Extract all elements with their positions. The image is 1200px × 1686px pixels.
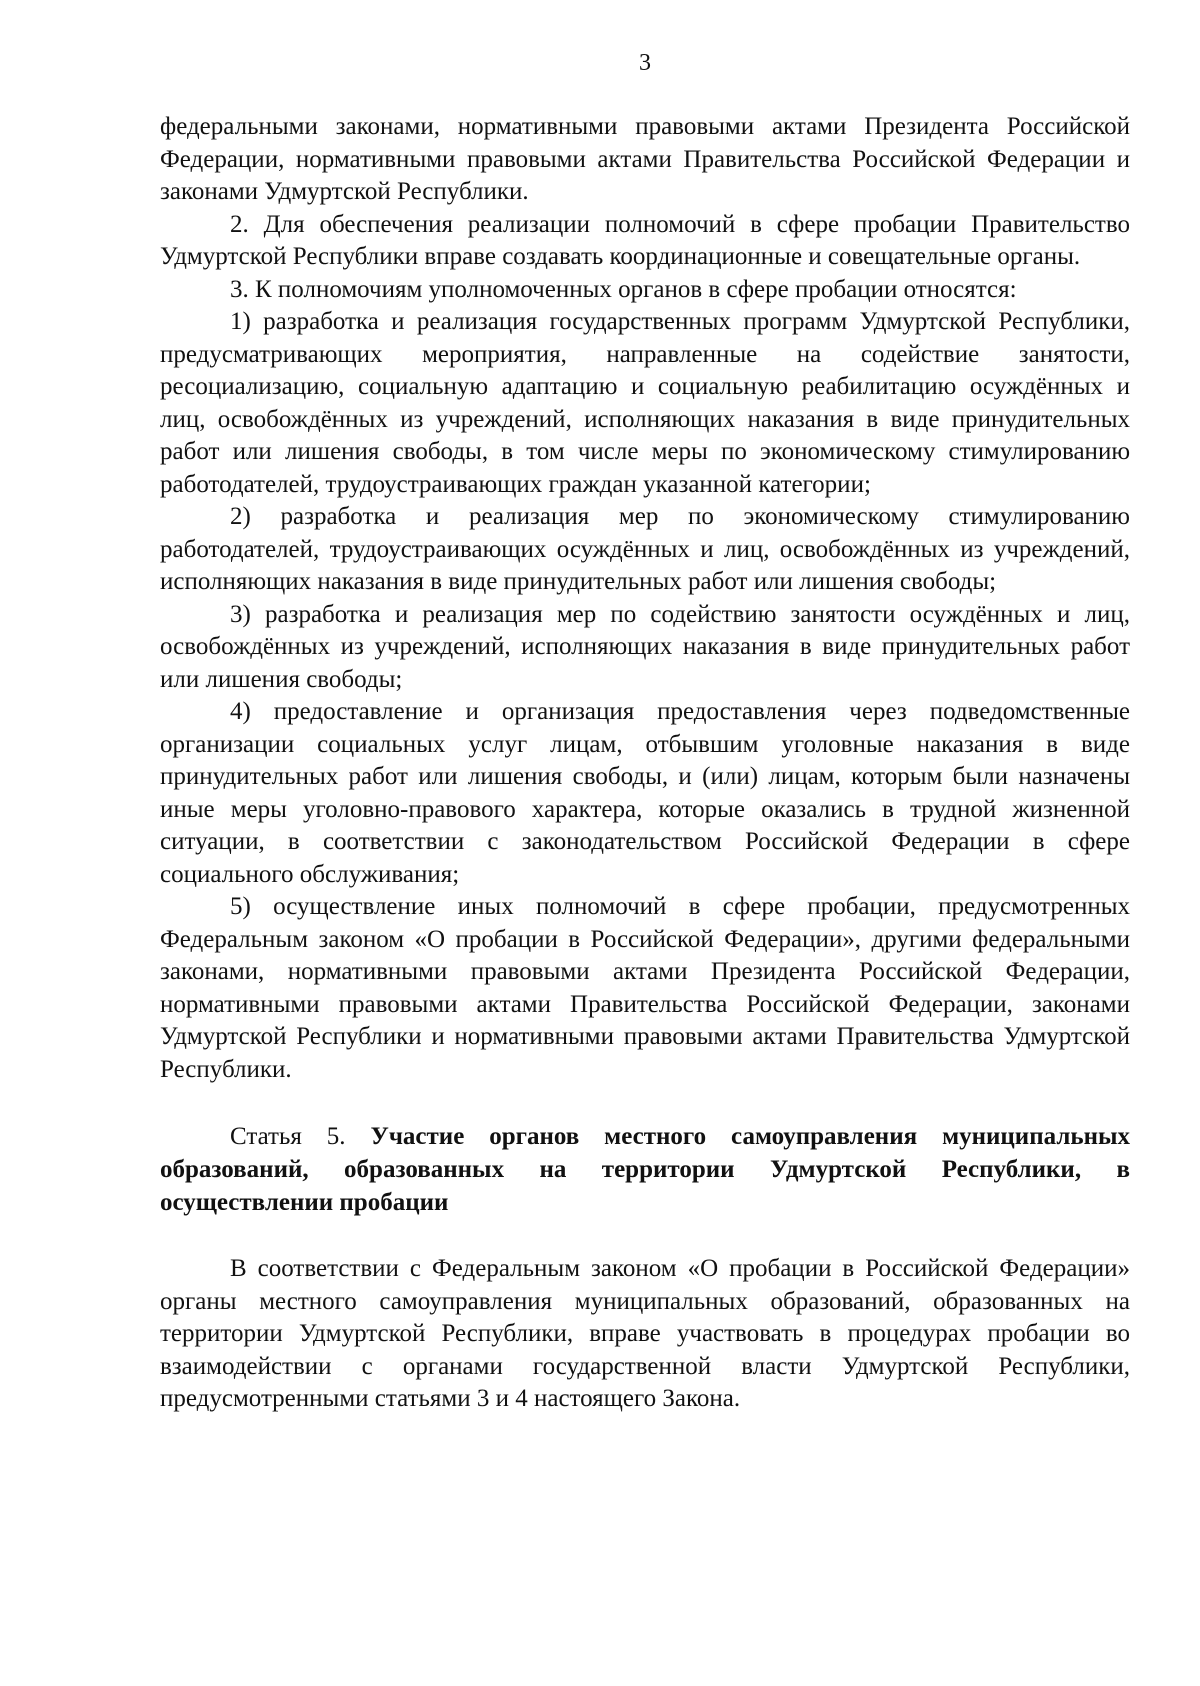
page-number: 3: [639, 50, 651, 76]
list-item-2: 2) разработка и реализация мер по экономическому стимулированию работодателей, трудоустраивающих осуждённых и лиц, освобождённых из учреждений, исполняющих наказания в виде принудительных работ или лишения свободы;: [160, 503, 1130, 595]
article-label: Статья 5.: [230, 1123, 346, 1150]
list-item-5: 5) осуществление иных полномочий в сфере пробации, предусмотренных Федеральным законом «О пробации в Российской Федерации», другими федеральными законами, нормативными правовыми актами Президента Российской Федерации, нормативными правовыми актами Правительства Российской Федерации, законами Удмуртской Республики и нормативными правовыми актами Правительства Удмуртской Республики.: [160, 893, 1130, 1083]
paragraph-continuation: федеральными законами, нормативными правовыми актами Президента Российской Федерации, нормативными правовыми актами Правительства Российской Федерации и законами Удмуртской Республики.: [160, 113, 1130, 205]
article-body: В соответствии с Федеральным законом «О пробации в Российской Федерации» органы местного самоуправления муниципальных образований, образованных на территории Удмуртской Республики, вправе участвовать в процедурах пробации во взаимодействии с органами государственной власти Удмуртской Республики, предусмотренными статьями 3 и 4 настоящего Закона.: [160, 1255, 1130, 1412]
document-body: [160, 111, 1130, 1416]
list-item-3: 3) разработка и реализация мер по содействию занятости осуждённых и лиц, освобождённых из учреждений, исполняющих наказания в виде принудительных работ или лишения свободы;: [160, 600, 1130, 693]
article-heading: [160, 1120, 1130, 1219]
article-title: Участие органов местного самоуправления муниципальных образований, образованных на территории Удмуртской Республики, в осуществлении пробации: [160, 1123, 1131, 1216]
paragraph-item-3: 3. К полномочиям уполномоченных органов в сфере пробации относятся:: [230, 275, 1017, 303]
paragraph-item-2: 2. Для обеспечения реализации полномочий в сфере пробации Правительство Удмуртской Республики вправе создавать координационные и совещательные органы.: [160, 210, 1130, 270]
list-item-4: 4) предоставление и организация предоставления через подведомственные организации социальных услуг лицам, отбывшим уголовные наказания в виде принудительных работ или лишения свободы, и (или) лицам, которым были назначены иные меры уголовно-правового характера, которые оказались в трудной жизненной ситуации, в соответствии с законодательством Российской Федерации в сфере социального обслуживания;: [160, 698, 1130, 888]
list-item-1: 1) разработка и реализация государственных программ Удмуртской Республики, предусматривающих мероприятия, направленные на содействие занятости, ресоциализацию, социальную адаптацию и социальную реабилитацию осуждённых и лиц, освобождённых из учреждений, исполняющих наказания в виде принудительных работ или лишения свободы, в том числе меры по экономическому стимулированию работодателей, трудоустраивающих граждан указанной категории;: [160, 308, 1130, 498]
